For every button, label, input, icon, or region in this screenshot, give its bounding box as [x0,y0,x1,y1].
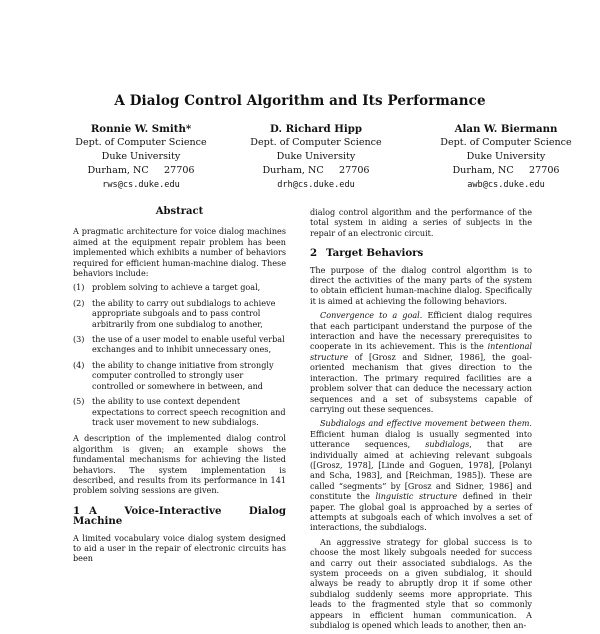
right-intro: dialog control algorithm and the performance of the total system in aiding a series of subjects in the repair of an electronic circuit. [310,207,532,238]
author-univ: Duke University [276,151,356,162]
section-1-text: A limited vocabulary voice dialog system designed to aid a user in the repair of electronic circuits has been [73,532,286,564]
list-item: (1) problem solving to achieve a target goal, [73,282,261,293]
list-item: (2) the ability to carry out subdialogs to achieve appropriate subgoals and to pass control arbitrarily from one subdialog to another, [73,297,276,329]
abstract-closing: A description of the implemented dialog control algorithm is given; an example shows the fundamental mechanisms for achieving the listed behaviors. The system implementation is described, and results from its performance in 141 problem solving sessions are given. [73,433,286,496]
section-2-para-3: Subdialogs and effective movement between them. Efficient human dialog is usually segmented into utterance sequences, subdialogs, that are individually aimed at achieving relevant subgoals ([Grosz, 1978], [Linde and Goguen, 1978], [Polanyi and Scha, 1983], and [Reichman, 1985]). These are called “segments” by [Grosz and Sidner, 1986] and constitute the linguistic structure defined in their paper. The global goal is approached by a series of attempts at subgoals each of which involves a set of interactions, the subdialogs. [310,418,532,533]
author-name: D. Richard Hipp [270,123,362,135]
author-univ: Duke University [466,151,546,162]
author-2 [231,122,401,192]
author-city: Durham, NC 27706 [87,165,195,176]
author-3 [421,122,591,192]
abstract-heading: Abstract [155,206,204,217]
list-item: (5) the ability to use context dependent expectations to correct speech recognition and track user movement to new subdialogs. [73,396,286,427]
author-dept: Dept. of Computer Science [250,137,382,148]
list-item: (3) the use of a user model to enable useful verbal exchanges and to inhibit unnecessary ones, [73,334,285,355]
author-email: rws@cs.duke.edu [102,180,180,190]
section-2-para-2: Convergence to a goal. Efficient dialog requires that each participant understand the purpose of the interaction and have the necessary prerequisites to cooperate in its achievement. This is the intentional structure of [Grosz and Sidner, 1986], the goal-oriented mechanism that gives direction to the interaction. The primary required facilities are a problem solver that can deduce the necessary action sequences and a set of subsystems capable of carrying out these sequences. [310,310,532,414]
author-name: Alan W. Biermann [454,123,558,135]
paper-title: A Dialog Control Algorithm and Its Performance [114,93,486,109]
right-column [310,207,532,634]
behavior-list [73,282,286,427]
abstract-intro: A pragmatic architecture for voice dialog machines aimed at the equipment repair problem has been implemented which exhibits a number of behaviors required for efficient human-machine dialog. These behaviors include: [73,226,286,279]
left-column [73,207,286,568]
author-city: Durham, NC 27706 [452,165,560,176]
section-2-para-4: An aggressive strategy for global success is to choose the most likely subgoals needed for success and carry out their associated subdialogs. As the system proceeds on a given subdialog, it should always be ready to abruptly drop it if some other subdialog suddenly seems more appropriate. This leads to the fragmented style that so commonly appears in efficient human communication. A subdialog is opened which leads to another, then an- [310,536,532,631]
author-city: Durham, NC 27706 [262,165,370,176]
author-dept: Dept. of Computer Science [75,137,207,148]
author-dept: Dept. of Computer Science [440,137,572,148]
list-item: (4) the ability to change initiative from strongly computer controlled to strongly user controlled or somewhere in between, and [73,359,274,391]
author-name: Ronnie W. Smith* [90,123,192,135]
section-2-heading: 2 Target Behaviors [310,247,424,260]
section-1-heading: 1 A Voice-Interactive Dialog Machine [73,504,286,528]
author-email: awb@cs.duke.edu [467,180,545,190]
author-email: drh@cs.duke.edu [277,180,355,190]
section-2-para-1: The purpose of the dialog control algorithm is to direct the activities of the many parts of the system to obtain efficient human-machine dialog. Specifically it is aimed at achieving the following behaviors. [310,264,532,306]
author-1 [56,122,226,192]
author-univ: Duke University [101,151,181,162]
